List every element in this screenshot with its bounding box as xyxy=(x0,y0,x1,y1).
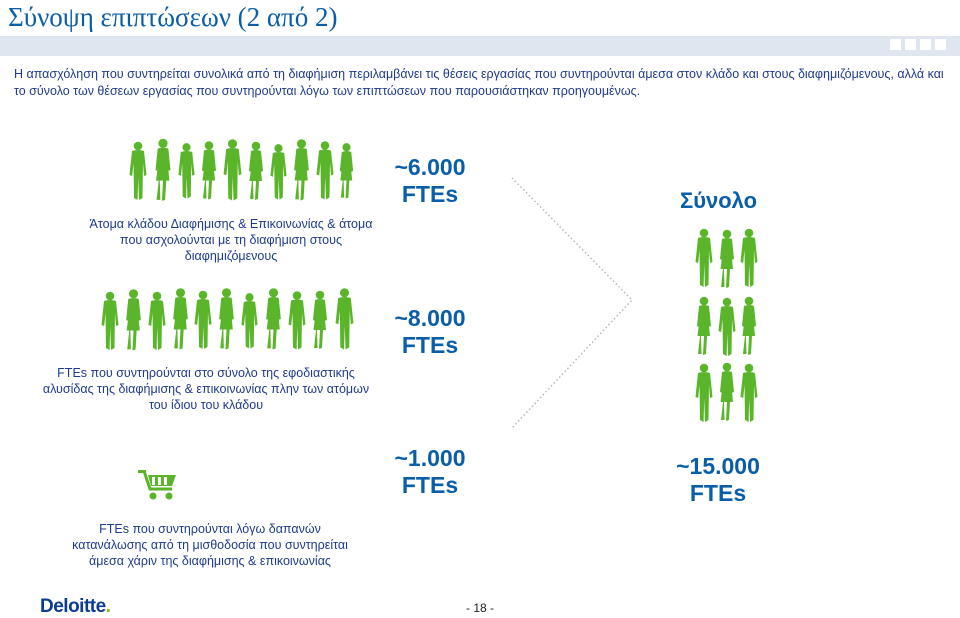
people-icon-total xyxy=(694,226,760,426)
group-1-label: Άτομα κλάδου Διαφήμισης & Επικοινωνίας & άτομα που ασχολούνται με τη διαφήμιση στους διαφημιζόμενους xyxy=(89,217,373,263)
group-1-fte-value: ~6.000 xyxy=(394,154,466,180)
group-3-label: FTEs που συντηρούνται λόγω δαπανών κατανάλωσης από τη μισθοδοσία που συντηρείται άμεσα χάριν της διαφήμισης & επικοινωνίας xyxy=(72,522,348,568)
group-3-fte xyxy=(380,445,480,499)
group-2-label: FTEs που συντηρούνται στο σύνολο της εφοδιαστικής αλυσίδας της διαφήμισης & επικοινωνίας πλην των ατόμων του ίδιου του κλάδου xyxy=(42,366,370,412)
group-1-fte xyxy=(380,154,480,208)
total-fte xyxy=(660,453,776,507)
group-3-fte-value: ~1.000 xyxy=(394,445,466,471)
total-label: Σύνολο xyxy=(680,188,758,213)
group-1-fte-unit: FTEs xyxy=(401,181,459,207)
total-fte-unit: FTEs xyxy=(689,480,747,506)
page-number: - 18 - xyxy=(466,601,495,615)
group-2-fte-unit: FTEs xyxy=(401,332,459,358)
group-3-fte-unit: FTEs xyxy=(401,472,459,498)
connector-lines xyxy=(512,178,632,428)
people-icon-group-2 xyxy=(100,286,366,354)
page-title: Σύνοψη επιπτώσεων (2 από 2) xyxy=(8,2,338,32)
shopping-cart-icon xyxy=(138,468,180,502)
people-icon-group-1 xyxy=(128,138,358,204)
group-2-fte-value: ~8.000 xyxy=(394,305,466,331)
intro-text: Η απασχόληση που συντηρείται συνολικά από τη διαφήμιση περιλαμβάνει τις θέσεις εργασίας που συντηρούνται άμεσα στον κλάδο και στους διαφημιζόμενους, αλλά και το σύνολο των θέσεων εργασίας που συντηρούνται λόγω των επιπτώσεων που παρουσιάστηκαν προηγουμένως. xyxy=(14,67,944,98)
total-fte-value: ~15.000 xyxy=(676,453,760,479)
group-2-fte xyxy=(380,305,480,359)
deloitte-logo: Deloitte. xyxy=(40,596,111,617)
